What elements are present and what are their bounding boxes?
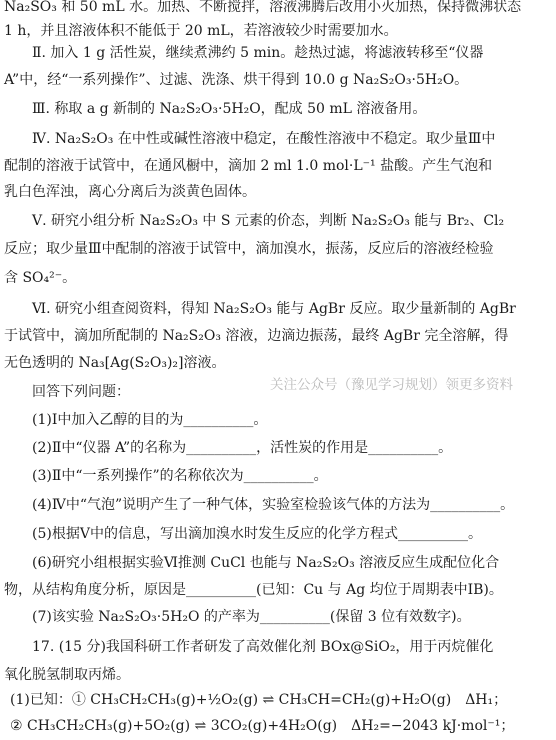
text-line: 氧化脱氢制取丙烯。 [4,667,130,683]
text-line: 乳白色浑浊，离心分离后为淡黄色固体。 [4,184,256,200]
text-line: 配制的溶液于试管中，在通风橱中，滴加 2 ml 1.0 mol·L⁻¹ 盐酸。产生气泡和 [4,158,493,174]
question-7: (7)该实验 Na₂S₂O₃·5H₂O 的产率为__________(保留 3 位有效数字)。 [32,609,471,625]
text-line: A”中，经“一系列操作”、过滤、洗涤、烘干得到 10.0 g Na₂S₂O₃·5H₂O。 [4,72,469,88]
text-line: Ⅱ. 加入 1 g 活性炭，继续煮沸约 5 min。趁热过滤，将滤液转移至“仪器 [32,45,484,61]
text-line: Na₂SO₃ 和 50 mL 水。加热、不断搅拌，溶液沸腾后改用小火加热，保持微沸状态 [4,0,522,15]
question-3: (3)Ⅱ中“一系列操作”的名称依次为__________。 [32,468,328,484]
problem-17-heading: 17. (15 分)我国科研工作者研发了高效催化剂 BOx@SiO₂，用于丙烷催化 [32,639,494,655]
text-line: 无色透明的 Na₃[Ag(S₂O₃)₂]溶液。 [4,355,226,371]
text-line: Ⅳ. Na₂S₂O₃ 在中性或碱性溶液中稳定，在酸性溶液中不稳定。取少量Ⅲ中 [32,131,496,147]
question-2: (2)Ⅱ中“仪器 A”的名称为__________，活性炭的作用是__________。 [32,440,453,456]
question-6: (6)研究小组根据实验Ⅵ推测 CuCl 也能与 Na₂S₂O₃ 溶液反应生成配位化合 [32,555,500,571]
equation-1: (1)已知：① CH₃CH₂CH₃(g)+½O₂(g) ⇌ CH₃CH=CH₂(g)+H₂O(g) ΔH₁； [10,692,508,708]
watermark-text: 关注公众号（豫见学习规划）领更多资料 [270,377,513,393]
text-line: 物，从结构角度分析，原因是__________(已知：Cu 与 Ag 均位于周期表中ⅠB)。 [4,582,503,598]
question-1: (1)Ⅰ中加入乙醇的目的为__________。 [32,412,268,428]
question-5: (5)根据Ⅴ中的信息，写出滴加溴水时发生反应的化学方程式__________。 [32,526,482,542]
text-line: 含 SO₄²⁻。 [4,270,77,286]
text-line: Ⅲ. 称取 a g 新制的 Na₂S₂O₃·5H₂O，配成 50 mL 溶液备用。 [32,101,427,117]
equation-2: ② CH₃CH₂CH₃(g)+5O₂(g) ⇌ 3CO₂(g)+4H₂O(g) ΔH₂=−2043 kJ·mol⁻¹； [10,718,515,734]
text-line: 回答下列问题： [32,384,130,400]
text-line: 1 h，并且溶液体积不能低于 20 mL，若溶液较少时需要加水。 [4,23,398,39]
question-4: (4)Ⅳ中“气泡”说明产生了一种气体，实验室检验该气体的方法为__________。 [32,497,515,513]
text-line: Ⅴ. 研究小组分析 Na₂S₂O₃ 中 S 元素的价态，判断 Na₂S₂O₃ 能与 Br₂、Cl₂ [32,213,505,229]
text-line: 于试管中，滴加所配制的 Na₂S₂O₃ 溶液，边滴边振荡，最终 AgBr 完全溶解，得 [4,328,509,344]
text-line: Ⅵ. 研究小组查阅资料，得知 Na₂S₂O₃ 能与 AgBr 反应。取少量新制的 AgBr [32,301,516,317]
text-line: 反应；取少量Ⅲ中配制的溶液于试管中，滴加溴水，振荡，反应后的溶液经检验 [4,241,494,257]
